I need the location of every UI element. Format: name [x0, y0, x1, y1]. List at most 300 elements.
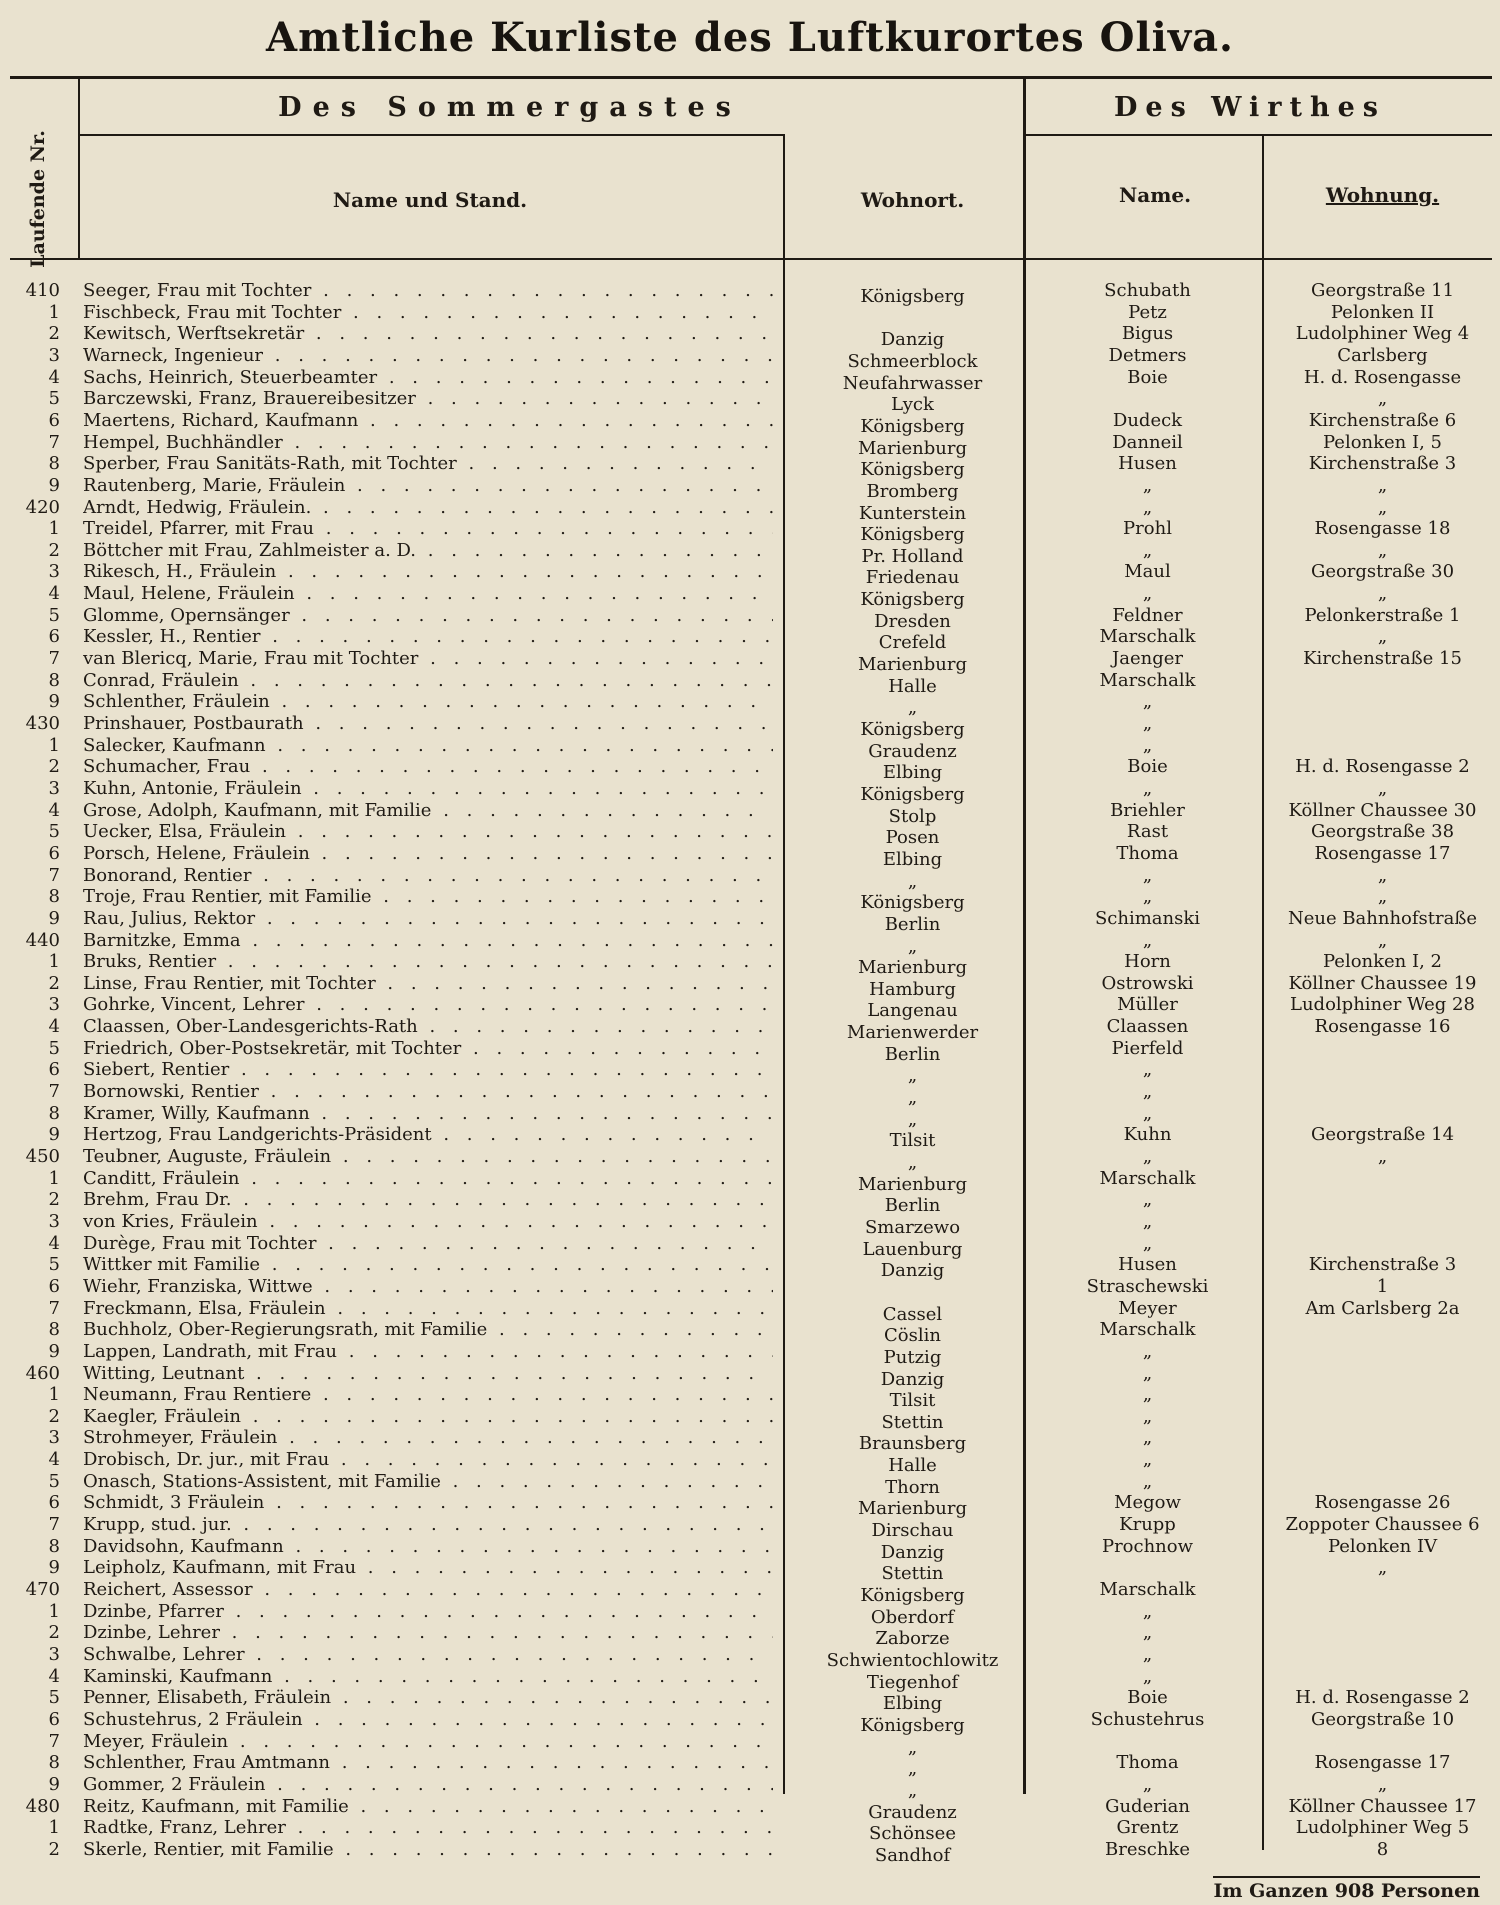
table-row — [0, 669, 1500, 697]
host-name: Thoma — [1116, 1752, 1179, 1774]
guest-name: Radtke, Franz, Lehrer . . . — [83, 1817, 773, 1839]
guest-name: Prinshauer, Postbaurath . . . — [83, 713, 773, 735]
host-address: Rosengasse 16 — [1314, 1016, 1451, 1038]
row-number: 430 — [25, 713, 60, 734]
table-row — [0, 842, 1500, 870]
host-name: Boie — [1127, 756, 1168, 778]
guest-name: Rau, Julius, Rektor . . . — [83, 908, 773, 930]
table-row — [0, 777, 1500, 805]
guest-name: Maul, Helene, Fräulein . . . — [83, 583, 773, 605]
table-row — [0, 907, 1500, 935]
host-address: Rosengasse 18 — [1314, 518, 1451, 540]
guest-name: Schlenther, Fräulein . . . — [83, 691, 773, 713]
row-number: 7 — [48, 864, 60, 886]
guest-name-cell — [83, 1471, 773, 1493]
row-number: 7 — [48, 648, 60, 670]
host-name: „ — [1142, 1405, 1153, 1427]
row-number: 410 — [25, 280, 60, 301]
guest-name-cell — [83, 1817, 773, 1839]
guest-name: Canditt, Fräulein . . . — [83, 1168, 773, 1190]
guest-name-cell — [83, 1644, 773, 1666]
guest-name: Schmidt, 3 Fräulein . . . — [83, 1492, 773, 1514]
host-address: H. d. Rosengasse 2 — [1295, 756, 1470, 778]
guest-name: Drobisch, Dr. jur., mit Frau . . . — [83, 1449, 773, 1471]
guest-residence: Königsberg — [860, 783, 965, 805]
guest-name: Hertzog, Frau Landgerichts-Präsident . . . — [83, 1124, 773, 1146]
guest-residence: Hamburg — [869, 978, 956, 1000]
host-name: Boie — [1127, 1687, 1168, 1709]
guest-name: Gommer, 2 Fräulein . . . — [83, 1774, 773, 1796]
table-row — [0, 1016, 1500, 1044]
table-row — [0, 474, 1500, 502]
guest-name-cell — [83, 1449, 773, 1471]
guest-name: Sachs, Heinrich, Steuerbeamter . . . — [83, 367, 773, 389]
guest-name-cell — [83, 1341, 773, 1363]
table-row — [0, 691, 1500, 719]
guest-name-cell — [83, 345, 773, 367]
guest-residence: Stettin — [881, 1411, 944, 1433]
guest-name: Penner, Elisabeth, Fräulein . . . — [83, 1687, 773, 1709]
guest-name: Barczewski, Franz, Brauereibesitzer . . . — [83, 388, 773, 410]
row-number: 8 — [48, 1752, 60, 1774]
guest-name-cell — [83, 670, 773, 692]
host-address: Georgstraße 38 — [1310, 821, 1455, 843]
guest-name: Linse, Frau Rentier, mit Tochter . . . — [83, 973, 773, 995]
guest-name: Brehm, Frau Dr. . . . — [83, 1189, 773, 1211]
table-row — [0, 929, 1500, 957]
table-row — [0, 972, 1500, 1000]
host-name: Rast — [1126, 821, 1169, 843]
page-title: Amtliche Kurliste des Luftkurortes Oliva. — [266, 14, 1234, 61]
guest-residence: „ — [907, 1758, 918, 1780]
host-address: Neue Bahnhofstraße — [1287, 907, 1478, 929]
guest-name-cell — [83, 561, 773, 583]
host-address: Ludolphiner Weg 5 — [1295, 1817, 1470, 1839]
host-name: „ — [1142, 1384, 1153, 1406]
host-address: Georgstraße 10 — [1310, 1708, 1455, 1730]
table-row — [0, 1124, 1500, 1152]
total-count: Im Ganzen 908 Personen — [1213, 1876, 1480, 1902]
host-name: „ — [1142, 1773, 1153, 1795]
guest-residence: Halle — [888, 675, 937, 697]
guest-name-cell — [83, 1536, 773, 1558]
guest-name: Dzinbe, Lehrer . . . — [83, 1622, 773, 1644]
host-name: „ — [1142, 1081, 1153, 1103]
host-name: „ — [1142, 886, 1153, 908]
guest-residence: Posen — [885, 827, 940, 849]
row-number: 7 — [48, 431, 60, 453]
guest-name: Grose, Adolph, Kaufmann, mit Familie . . . — [83, 800, 773, 822]
row-number: 9 — [48, 1124, 60, 1146]
table-row — [0, 388, 1500, 416]
host-name: Prochnow — [1101, 1535, 1194, 1557]
host-address: Ludolphiner Weg 4 — [1295, 323, 1470, 345]
row-number: 8 — [48, 453, 60, 475]
header-bottom-rule — [10, 258, 1492, 260]
host-name: Thoma — [1116, 842, 1179, 864]
row-number: 1 — [48, 1600, 60, 1622]
table-row — [0, 366, 1500, 394]
table-row — [0, 1081, 1500, 1109]
row-number: 8 — [48, 1535, 60, 1557]
table-row — [0, 431, 1500, 459]
guest-name-cell — [83, 1579, 773, 1601]
host-name: „ — [1142, 1643, 1153, 1665]
table-row — [0, 1037, 1500, 1065]
guest-residence: Königsberg — [860, 589, 965, 611]
host-name: Husen — [1118, 453, 1177, 475]
guest-name: Onasch, Stations-Assistent, mit Familie . . . — [83, 1471, 773, 1493]
host-name: „ — [1142, 1340, 1153, 1362]
table-row — [0, 1773, 1500, 1801]
guest-residence: Stettin — [881, 1563, 944, 1585]
guest-residence: Schönsee — [869, 1823, 956, 1845]
row-number: 7 — [48, 1081, 60, 1103]
host-name: Feldner — [1112, 604, 1183, 626]
guest-name-cell — [83, 1059, 773, 1081]
row-number: 7 — [48, 1514, 60, 1536]
host-name: Claassen — [1106, 1016, 1189, 1038]
row-number: 6 — [48, 1059, 60, 1081]
host-address: Kirchenstraße 6 — [1308, 409, 1457, 431]
guest-name: Claassen, Ober-Landesgerichts-Rath . . . — [83, 1016, 773, 1038]
guest-name: Bonorand, Rentier . . . — [83, 865, 773, 887]
guest-name: Kewitsch, Werftsekretär . . . — [83, 323, 773, 345]
guest-name-cell — [83, 1557, 773, 1579]
col-rule-nr — [78, 78, 80, 260]
guest-residence: „ — [907, 1087, 918, 1109]
host-name: Jaenger — [1112, 648, 1183, 670]
guest-name-cell — [83, 994, 773, 1016]
guest-residence: Halle — [888, 1455, 937, 1477]
host-address: Rosengasse 26 — [1314, 1492, 1451, 1514]
row-number: 5 — [48, 1687, 60, 1709]
guest-name-cell — [83, 691, 773, 713]
host-address: Kirchenstraße 15 — [1303, 648, 1462, 670]
guest-residence: Marienburg — [857, 654, 967, 676]
guest-residence: „ — [907, 1065, 918, 1087]
guest-name-cell — [83, 432, 773, 454]
host-address: „ — [1377, 539, 1388, 561]
guest-name-cell — [83, 1016, 773, 1038]
table-row — [0, 626, 1500, 654]
guest-residence: Cöslin — [884, 1325, 941, 1347]
host-name: „ — [1142, 1102, 1153, 1124]
host-address: 8 — [1376, 1838, 1389, 1860]
guest-residence: Langenau — [867, 1000, 958, 1022]
host-name: Ostrowski — [1101, 972, 1194, 994]
row-number: 460 — [25, 1362, 60, 1384]
guest-residence: Pr. Holland — [861, 545, 964, 567]
guest-name-cell — [83, 1319, 773, 1341]
table-row — [0, 539, 1500, 567]
guest-name-cell — [83, 800, 773, 822]
row-number: 7 — [48, 1297, 60, 1319]
guest-residence: Graudenz — [868, 1801, 957, 1823]
row-number: 2 — [48, 972, 60, 994]
guest-name-cell — [83, 410, 773, 432]
guest-name: Rautenberg, Marie, Fräulein . . . — [83, 475, 773, 497]
guest-name-cell — [83, 1298, 773, 1320]
guest-name-cell — [83, 367, 773, 389]
guest-residence: Sandhof — [874, 1844, 951, 1866]
guest-residence: Crefeld — [878, 632, 947, 654]
row-number: 5 — [48, 1470, 60, 1492]
guest-residence: Braunsberg — [858, 1433, 967, 1455]
guest-residence: Friedenau — [865, 567, 960, 589]
guest-residence: Danzig — [880, 1368, 945, 1390]
guest-residence: Königsberg — [860, 719, 965, 740]
guest-name-cell — [83, 951, 773, 973]
guest-name-cell — [83, 1514, 773, 1536]
table-top-rule — [10, 76, 1492, 79]
guest-residence: Stolp — [888, 805, 937, 827]
row-number: 2 — [48, 1405, 60, 1427]
guest-residence: Berlin — [884, 1195, 941, 1217]
guest-name-cell — [83, 540, 773, 562]
guest-residence: „ — [907, 870, 918, 892]
table-row — [0, 756, 1500, 784]
guest-name-cell — [83, 886, 773, 908]
row-number: 2 — [48, 1838, 60, 1860]
guest-name: Rikesch, H., Fräulein . . . — [83, 561, 773, 583]
column-header-host-wohnung: Wohnung. — [1325, 183, 1440, 207]
row-number: 9 — [48, 907, 60, 929]
host-address: Rosengasse 17 — [1314, 1752, 1451, 1774]
table-row — [0, 1643, 1500, 1671]
host-name: Schimanski — [1094, 907, 1201, 929]
guest-name-cell — [83, 1189, 773, 1211]
guest-name-cell — [83, 648, 773, 670]
row-number: 5 — [48, 604, 60, 626]
guest-name: Davidsohn, Kaufmann . . . — [83, 1536, 773, 1558]
guest-name: Fischbeck, Frau mit Tochter . . . — [83, 302, 773, 324]
group-divider-guest — [80, 134, 785, 136]
host-name: Grentz — [1116, 1817, 1179, 1839]
host-name: Meyer — [1118, 1297, 1177, 1319]
host-name: Kuhn — [1123, 1124, 1172, 1146]
guest-name: Neumann, Frau Rentiere . . . — [83, 1384, 773, 1406]
guest-name: Kramer, Willy, Kaufmann . . . — [83, 1103, 773, 1125]
guest-name-cell — [83, 1254, 773, 1276]
guest-name: von Kries, Fräulein . . . — [83, 1211, 773, 1233]
host-address: „ — [1377, 777, 1388, 799]
guest-residence: Tilsit — [889, 1390, 936, 1412]
table-row — [0, 409, 1500, 437]
guest-name-cell — [83, 1384, 773, 1406]
row-number: 4 — [48, 1665, 60, 1687]
row-number: 4 — [48, 1016, 60, 1038]
guest-residence: „ — [907, 935, 918, 957]
guest-residence: Königsberg — [860, 524, 965, 546]
host-name: „ — [1142, 1665, 1153, 1687]
guest-name: Bruks, Rentier . . . — [83, 951, 773, 973]
guest-name-cell — [83, 1146, 773, 1168]
row-number: 9 — [48, 1340, 60, 1362]
row-number: 8 — [48, 1319, 60, 1341]
table-row — [0, 799, 1500, 827]
table-row — [0, 1752, 1500, 1780]
row-number: 2 — [48, 1189, 60, 1211]
host-address: „ — [1377, 1773, 1388, 1795]
table-row — [0, 1384, 1500, 1412]
guest-name-cell — [83, 1276, 773, 1298]
guest-residence: Zaborze — [875, 1628, 950, 1650]
table-row — [0, 1708, 1500, 1736]
row-number: 4 — [48, 583, 60, 605]
table-row — [0, 1449, 1500, 1477]
table-row — [0, 302, 1500, 324]
host-address: Pelonken IV — [1327, 1535, 1438, 1557]
host-address: Georgstraße 11 — [1310, 280, 1455, 301]
table-row — [0, 864, 1500, 892]
host-name: „ — [1142, 539, 1153, 561]
guest-residence: Marienburg — [857, 1173, 967, 1195]
guest-name-cell — [83, 280, 773, 302]
host-name: „ — [1142, 1232, 1153, 1254]
host-address: Zoppoter Chaussee 6 — [1285, 1514, 1480, 1536]
host-address: Pelonkerstraße 1 — [1304, 604, 1461, 626]
guest-name-cell — [83, 388, 773, 410]
guest-name-cell — [83, 475, 773, 497]
guest-name: Kaegler, Fräulein . . . — [83, 1406, 773, 1428]
guest-name-cell — [83, 302, 773, 324]
host-name: Danneil — [1112, 431, 1183, 453]
host-name: „ — [1142, 734, 1153, 756]
row-number: 5 — [48, 821, 60, 843]
guest-name: Reitz, Kaufmann, mit Familie . . . — [83, 1796, 773, 1818]
table-row — [0, 1492, 1500, 1520]
guest-name: Uecker, Elsa, Fräulein . . . — [83, 821, 773, 843]
guest-name: Kuhn, Antonie, Fräulein . . . — [83, 778, 773, 800]
host-name: „ — [1142, 864, 1153, 886]
row-number: 6 — [48, 842, 60, 864]
table-row — [0, 1535, 1500, 1563]
guest-name: Seeger, Frau mit Tochter . . . — [83, 280, 773, 302]
table-row — [0, 1600, 1500, 1628]
guest-name-cell — [83, 713, 773, 735]
guest-residence: Elbing — [882, 762, 943, 784]
guest-name-cell — [83, 821, 773, 843]
host-name: Guderian — [1105, 1795, 1190, 1817]
row-number: 9 — [48, 1557, 60, 1579]
guest-residence: Königsberg — [860, 892, 965, 914]
guest-name-cell — [83, 843, 773, 865]
guest-name-cell — [83, 1363, 773, 1385]
guest-residence: Königsberg — [860, 1585, 965, 1606]
guest-residence: Königsberg — [860, 459, 965, 481]
guest-name-cell — [83, 1601, 773, 1623]
row-number: 1 — [48, 734, 60, 756]
guest-residence: Dirschau — [871, 1520, 954, 1542]
table-row — [0, 1622, 1500, 1650]
host-name: Bigus — [1121, 323, 1174, 345]
host-name: Müller — [1117, 994, 1178, 1016]
guest-residence: Graudenz — [868, 740, 957, 762]
guest-name-cell — [83, 605, 773, 627]
table-row — [0, 1340, 1500, 1368]
host-name: „ — [1142, 1189, 1153, 1211]
row-number: 1 — [48, 1167, 60, 1189]
table-row — [0, 1470, 1500, 1498]
guest-name: Strohmeyer, Fräulein . . . — [83, 1427, 773, 1449]
host-address: „ — [1377, 474, 1388, 496]
table-row — [0, 1167, 1500, 1195]
table-row — [0, 1146, 1500, 1173]
guest-residence: „ — [907, 1108, 918, 1130]
table-row — [0, 1254, 1500, 1282]
table-row — [0, 1319, 1500, 1347]
guest-name: Bornowski, Rentier . . . — [83, 1081, 773, 1103]
host-name: Boie — [1127, 366, 1168, 388]
guest-residence: Neufahrwasser — [842, 372, 983, 394]
guest-name: Freckmann, Elsa, Fräulein . . . — [83, 1298, 773, 1320]
guest-name: Arndt, Hedwig, Fräulein. . . . — [83, 497, 773, 519]
row-number: 1 — [48, 1384, 60, 1406]
host-address: „ — [1377, 1146, 1388, 1167]
host-name: Detmers — [1108, 344, 1187, 366]
table-row — [0, 713, 1500, 740]
row-number: 4 — [48, 1449, 60, 1471]
host-name: Breschke — [1105, 1838, 1190, 1860]
guest-residence: Danzig — [880, 329, 945, 351]
guest-name: Skerle, Rentier, mit Familie . . . — [83, 1839, 773, 1861]
host-address: Köllner Chaussee 30 — [1288, 799, 1477, 821]
host-name: Horn — [1124, 951, 1171, 973]
guest-name-cell — [83, 1774, 773, 1796]
row-number: 3 — [48, 1210, 60, 1232]
guest-name: Salecker, Kaufmann . . . — [83, 735, 773, 757]
guest-name: Glomme, Opernsänger . . . — [83, 605, 773, 627]
guest-name-cell — [83, 865, 773, 887]
guest-name-cell — [83, 735, 773, 757]
row-number: 3 — [48, 561, 60, 583]
table-row — [0, 1579, 1500, 1606]
guest-name: Schumacher, Frau . . . — [83, 756, 773, 778]
guest-residence: Lauenburg — [862, 1238, 963, 1260]
row-number: 8 — [48, 886, 60, 908]
guest-name: Lappen, Landrath, mit Frau . . . — [83, 1341, 773, 1363]
guest-name-cell — [83, 497, 773, 519]
guest-name-cell — [83, 1103, 773, 1125]
guest-name-cell — [83, 583, 773, 605]
guest-name-cell — [83, 1622, 773, 1644]
host-address: „ — [1377, 583, 1388, 605]
table-row — [0, 1427, 1500, 1455]
guest-name-cell — [83, 1731, 773, 1753]
host-name: „ — [1142, 1600, 1153, 1622]
row-number: 3 — [48, 994, 60, 1016]
row-number: 9 — [48, 691, 60, 713]
guest-residence: Dresden — [874, 610, 951, 632]
guest-residence: „ — [907, 1152, 918, 1173]
guest-name: Teubner, Auguste, Fräulein . . . — [83, 1146, 773, 1168]
guest-name: Wiehr, Franziska, Wittwe . . . — [83, 1276, 773, 1298]
row-number: 1 — [48, 951, 60, 973]
guest-name: Schustehrus, 2 Fräulein . . . — [83, 1709, 773, 1731]
host-name: „ — [1142, 1449, 1153, 1471]
guest-name-cell — [83, 1752, 773, 1774]
host-address: „ — [1377, 626, 1388, 648]
row-number: 4 — [48, 366, 60, 388]
row-number: 420 — [25, 496, 60, 518]
host-address: „ — [1377, 388, 1388, 410]
guest-name-cell — [83, 1492, 773, 1514]
row-number: 1 — [48, 1817, 60, 1839]
guest-name: Meyer, Fräulein . . . — [83, 1731, 773, 1753]
guest-name-cell — [83, 323, 773, 345]
table-row — [0, 1362, 1500, 1390]
